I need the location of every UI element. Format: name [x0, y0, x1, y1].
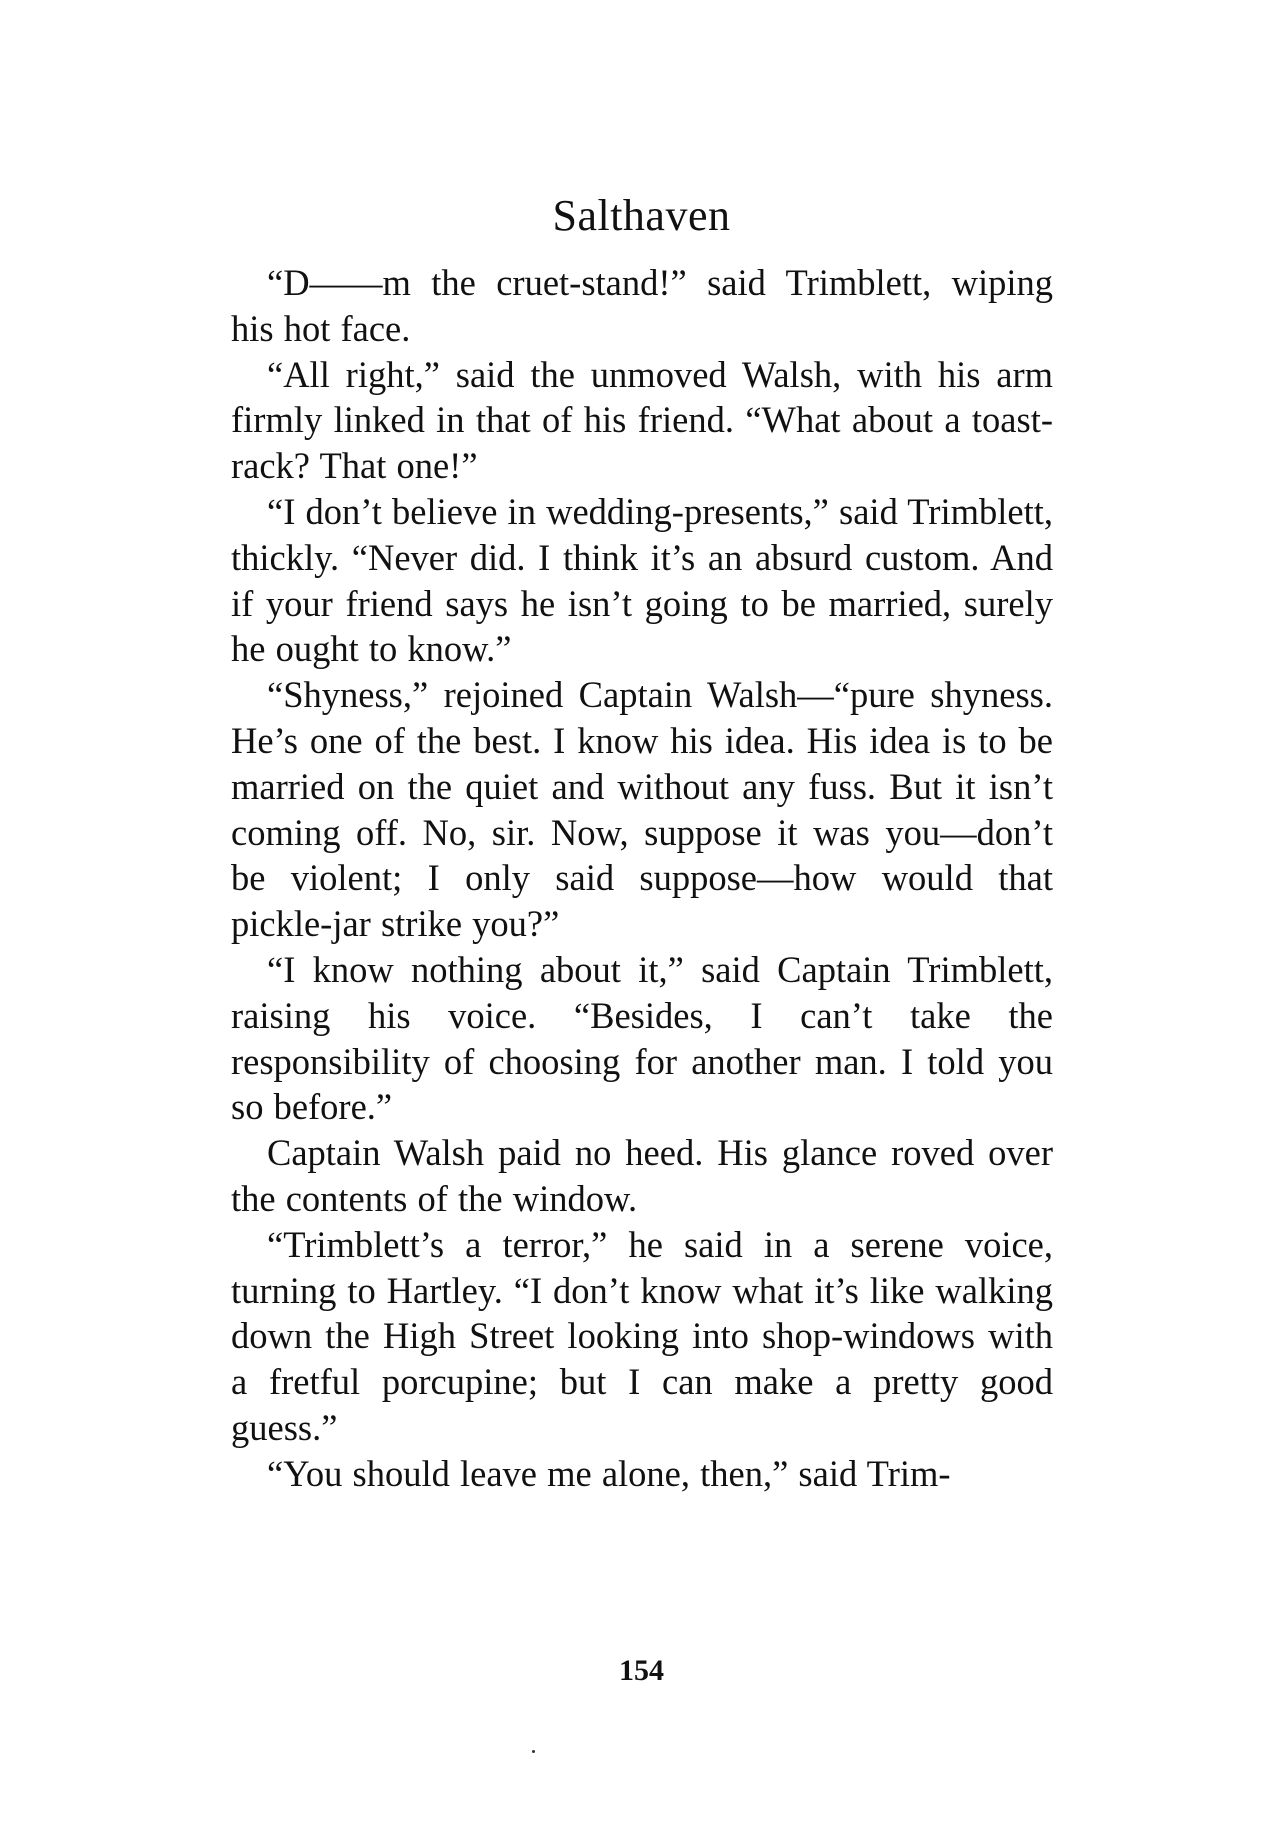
- paragraph-2: “All right,” said the unmoved Walsh, with his arm firmly linked in that of his friend. “What about a toast-rack? That one!”: [231, 353, 1053, 487]
- paragraph-4: “Shyness,” rejoined Captain Walsh—“pure shyness. He’s one of the best. I know his idea. His idea is to be married on the quiet and without any fuss. But it isn’t coming off. No, sir. Now, suppose it was you—don’t be violent; I only said suppose—how would that pickle-jar strike you?”: [231, 674, 1053, 945]
- page-number: 154: [619, 1654, 664, 1687]
- body-text: [231, 260, 1053, 1497]
- paragraph-7: “Trimblett’s a terror,” he said in a serene voice, turning to Hartley. “I don’t know what it’s like walking down the High Street looking into shop-windows with a fretful porcupine; but I can make a pretty good guess.”: [231, 1223, 1053, 1448]
- paragraph-1: “D——m the cruet-stand!” said Trimblett, wiping his hot face.: [231, 262, 1053, 349]
- paragraph-5: “I know nothing about it,” said Captain Trimblett, raising his voice. “Besides, I can’t take the responsibility of choosing for another man. I told you so before.”: [231, 948, 1053, 1128]
- print-speck: [532, 1750, 535, 1753]
- paragraph-8: “You should leave me alone, then,” said Trim-: [267, 1452, 951, 1494]
- paragraph-6: Captain Walsh paid no heed. His glance roved over the contents of the window.: [231, 1132, 1053, 1219]
- paragraph-3: “I don’t believe in wedding-presents,” said Trimblett, thickly. “Never did. I think it’s an absurd custom. And if your friend says he isn’t going to be married, surely he ought to know.”: [231, 490, 1053, 670]
- running-head: Salthaven: [552, 191, 731, 240]
